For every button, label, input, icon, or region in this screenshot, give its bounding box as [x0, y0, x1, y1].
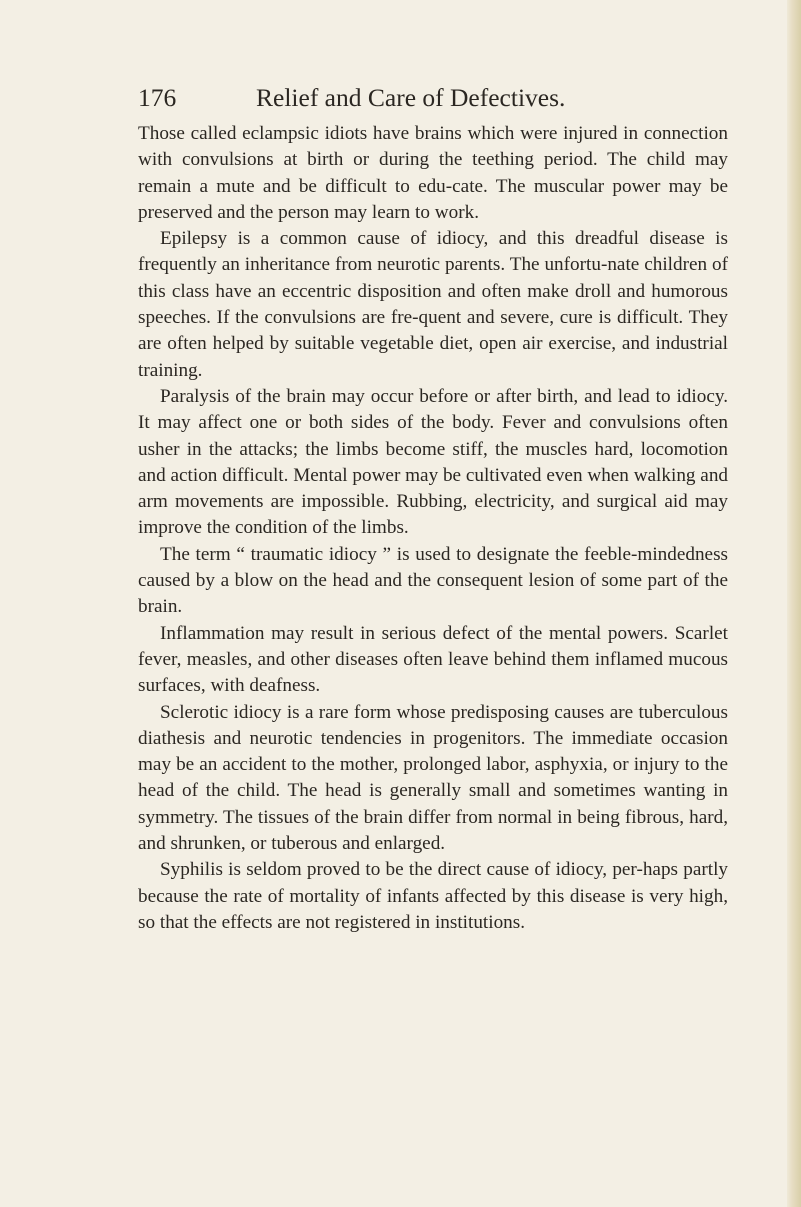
running-title: Relief and Care of Defectives.	[256, 83, 566, 112]
body-text	[138, 121, 728, 936]
page-edge-shadow	[787, 0, 801, 1207]
paragraph-eclampsic-idiots: Those called eclampsic idiots have brains which were injured in connection with convulsions at birth or during the teething period. The child may remain a mute and be difficult to edu-cate. The muscular power may be preserved and the person may learn to work.	[138, 123, 728, 223]
page-number: 176	[138, 83, 177, 112]
paragraph-paralysis: Paralysis of the brain may occur before or after birth, and lead to idiocy. It may affect one or both sides of the body. Fever and convulsions often usher in the attacks; the limbs become stiff, the muscles hard, locomotion and action difficult. Mental power may be cultivated even when walking and arm movements are impossible. Rubbing, electricity, and surgical aid may improve the condition of the limbs.	[138, 385, 729, 539]
paragraph-epilepsy: Epilepsy is a common cause of idiocy, and this dreadful disease is frequently an inheritance from neurotic parents. The unfortu-nate children of this class have an eccentric disposition and often make droll and humorous speeches. If the convulsions are fre-quent and severe, cure is difficult. They are often helped by suitable vegetable diet, open air exercise, and industrial training.	[138, 228, 728, 381]
page-header	[138, 78, 658, 118]
paragraph-inflammation: Inflammation may result in serious defect of the mental powers. Scarlet fever, measles, and other diseases often leave behind them inflamed mucous surfaces, with deafness.	[138, 622, 728, 697]
paragraph-traumatic-idiocy: The term “ traumatic idiocy ” is used to designate the feeble-mindedness caused by a blow on the head and the consequent lesion of some part of the brain.	[138, 543, 728, 618]
paragraph-syphilis: Syphilis is seldom proved to be the direct cause of idiocy, per-haps partly because the rate of mortality of infants affected by this disease is very high, so that the effects are not registered in institutions.	[138, 859, 728, 933]
paragraph-sclerotic-idiocy: Sclerotic idiocy is a rare form whose predisposing causes are tuberculous diathesis and neurotic tendencies in progenitors. The immediate occasion may be an accident to the mother, prolonged labor, asphyxia, or injury to the head of the child. The head is generally small and sometimes wanting in symmetry. The tissues of the brain differ from normal in being fibrous, hard, and shrunken, or tuberous and enlarged.	[138, 701, 728, 855]
